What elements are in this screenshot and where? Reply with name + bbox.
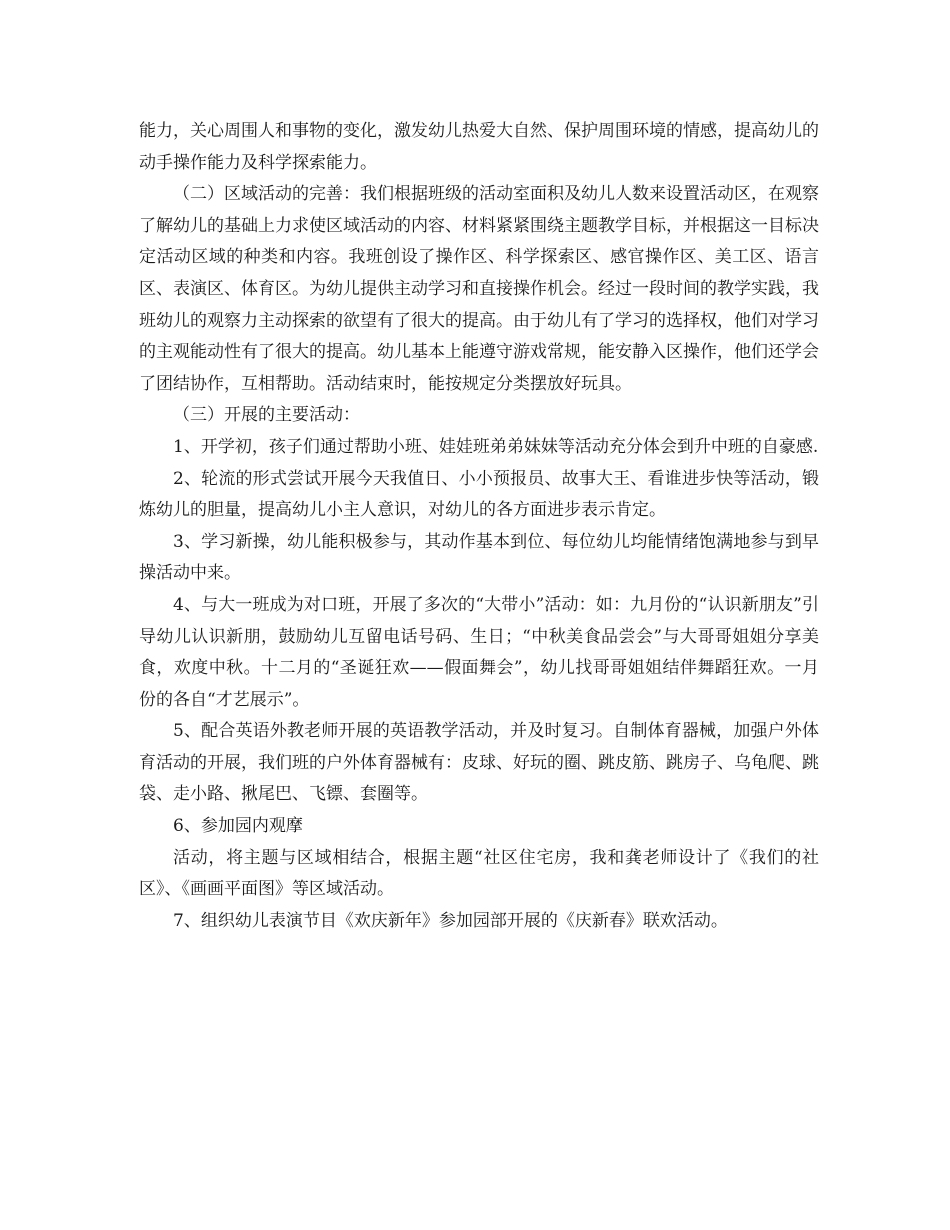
list-item-7: 7、组织幼儿表演节目《欢庆新年》参加园部开展的《庆新春》联欢活动。 [173,910,728,931]
list-item-6-continuation: 活动，将主题与区域相结合，根据主题“社区住宅房，我和龚老师设计了《我们的社区》、《画画平面图》等区域活动。 [139,847,819,900]
paragraph-continuation: 能力，关心周围人和事物的变化，激发幼儿热爱大自然、保护周围环境的情感，提高幼儿的动手操作能力及科学探索能力。 [139,121,819,173]
list-item-1: 1、开学初，孩子们通过帮助小班、娃娃班弟弟妹妹等活动充分体会到升中班的自豪感. [173,436,819,457]
list-item-3: 3、学习新操，幼儿能积极参与，其动作基本到位、每位幼儿均能情绪饱满地参与到早操活动中来。 [139,531,819,584]
list-item-4: 4、与大一班成为对口班，开展了多次的“大带小”活动：如：九月份的“认识新朋友”引导幼儿认识新朋，鼓励幼儿互留电话号码、生日；“中秋美食品尝会”与大哥哥姐姐分享美食，欢度中秋。十二月的“圣诞狂欢——假面舞会”，幼儿找哥哥姐姐结伴舞蹈狂欢。一月份的各自“才艺展示”。 [139,594,819,710]
list-item-6: 6、参加园内观摩 [173,816,303,837]
paragraph-regional-activities: （二）区域活动的完善：我们根据班级的活动室面积及幼儿人数来设置活动区，在观察了解幼儿的基础上力求使区域活动的内容、材料紧紧围绕主题教学目标，并根据这一目标决定活动区域的种类和内容。我班创设了操作区、科学探索区、感官操作区、美工区、语言区、表演区、体育区。为幼儿提供主动学习和直接操作机会。经过一段时间的教学实践，我班幼儿的观察力主动探索的欲望有了很大的提高。由于幼儿有了学习的选择权，他们对学习的主观能动性有了很大的提高。幼儿基本上能遵守游戏常规，能安静入区操作，他们还学会了团结协作，互相帮助。活动结束时，能按规定分类摆放好玩具。 [139,184,819,394]
document-body [139,116,819,937]
section-heading-main-activities: （三）开展的主要活动： [173,405,360,426]
list-item-2: 2、轮流的形式尝试开展今天我值日、小小预报员、故事大王、看谁进步快等活动，锻炼幼儿的胆量，提高幼儿小主人意识，对幼儿的各方面进步表示肯定。 [139,468,819,521]
list-item-5: 5、配合英语外教老师开展的英语教学活动，并及时复习。自制体育器械，加强户外体育活动的开展，我们班的户外体育器械有：皮球、好玩的圈、跳皮筋、跳房子、乌龟爬、跳袋、走小路、揪尾巴、飞镖、套圈等。 [139,721,819,805]
